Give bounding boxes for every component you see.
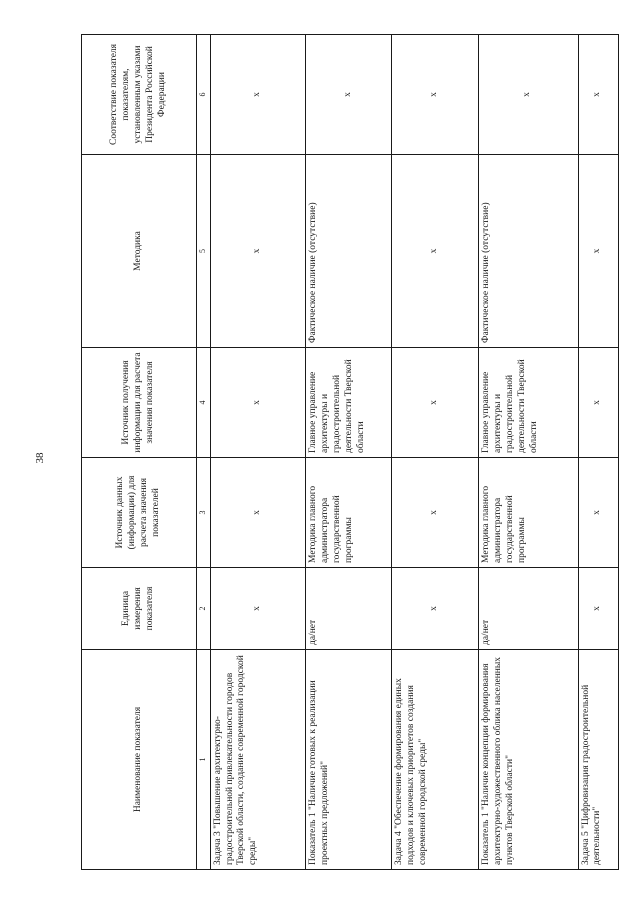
table-cell: х bbox=[306, 35, 392, 155]
indicator-1-concept-name: Показатель 1 "Наличие концепции формирования архитектурно-художественного облика населенных пунктов Тверской области" bbox=[479, 650, 578, 870]
table-row bbox=[392, 35, 479, 870]
page-number: 38 bbox=[34, 452, 46, 464]
table-cell: х bbox=[210, 155, 306, 348]
table-header-row bbox=[82, 35, 197, 870]
table-cell: х bbox=[210, 348, 306, 458]
table-cell: Главное управление архитектуры и градостроительной деятельности Тверской области bbox=[306, 348, 392, 458]
table-row bbox=[306, 35, 392, 870]
table-cell: х bbox=[578, 348, 619, 458]
table-cell: х bbox=[392, 155, 479, 348]
table-row bbox=[479, 35, 578, 870]
table-cell: х bbox=[392, 458, 479, 568]
table-cell: х bbox=[578, 35, 619, 155]
column-number: 3 bbox=[197, 458, 210, 568]
table-cell: х bbox=[392, 35, 479, 155]
table-cell: х bbox=[392, 348, 479, 458]
table-cell: х bbox=[210, 568, 306, 650]
table-cell: х bbox=[392, 568, 479, 650]
table-cell: х bbox=[210, 35, 306, 155]
header-info-source: Источник получения информации для расчета значения показателя bbox=[82, 348, 197, 458]
table-cell: да/нет bbox=[306, 568, 392, 650]
column-number: 6 bbox=[197, 35, 210, 155]
table-cell: да/нет bbox=[479, 568, 578, 650]
task-3-name: Задача 3 "Повышение архитектурно-градостроительной привлекательности городов Тверской области, создание современной городской среды" bbox=[210, 650, 306, 870]
table-cell: Главное управление архитектуры и градостроительной деятельности Тверской области bbox=[479, 348, 578, 458]
task-4-name: Задача 4 "Обеспечение формирования единых подходов и ключевых приоритетов создания современной городской среды" bbox=[392, 650, 479, 870]
table-cell: х bbox=[578, 568, 619, 650]
header-unit: Единица измерения показателя bbox=[82, 568, 197, 650]
table-cell: х bbox=[210, 458, 306, 568]
table-cell: х bbox=[578, 155, 619, 348]
table-cell: Фактическое наличие (отсутствие) bbox=[306, 155, 392, 348]
column-number: 5 bbox=[197, 155, 210, 348]
column-number: 2 bbox=[197, 568, 210, 650]
indicators-table bbox=[81, 34, 619, 870]
table-cell: Методика главного администратора государственной программы bbox=[479, 458, 578, 568]
header-methodology: Методика bbox=[82, 155, 197, 348]
task-5-name: Задача 5 "Цифровизация градостроительной деятельности" bbox=[578, 650, 619, 870]
rotated-table-container bbox=[81, 35, 619, 870]
indicator-1-name: Показатель 1 "Наличие готовых к реализации проектных предложений" bbox=[306, 650, 392, 870]
column-number: 4 bbox=[197, 348, 210, 458]
table-cell: х bbox=[578, 458, 619, 568]
table-cell: Методика главного администратора государственной программы bbox=[306, 458, 392, 568]
header-indicator-name: Наименование показателя bbox=[82, 650, 197, 870]
header-data-source: Источник данных (информации) для расчета значения показателей bbox=[82, 458, 197, 568]
table-row bbox=[210, 35, 306, 870]
column-number-row bbox=[197, 35, 210, 870]
column-number: 1 bbox=[197, 650, 210, 870]
table-cell: Фактическое наличие (отсутствие) bbox=[479, 155, 578, 348]
table-row bbox=[578, 35, 619, 870]
table-cell: х bbox=[479, 35, 578, 155]
header-presidential-compliance: Соответствие показателя показателям, установленным указами Президента Российской Федерации bbox=[82, 35, 197, 155]
